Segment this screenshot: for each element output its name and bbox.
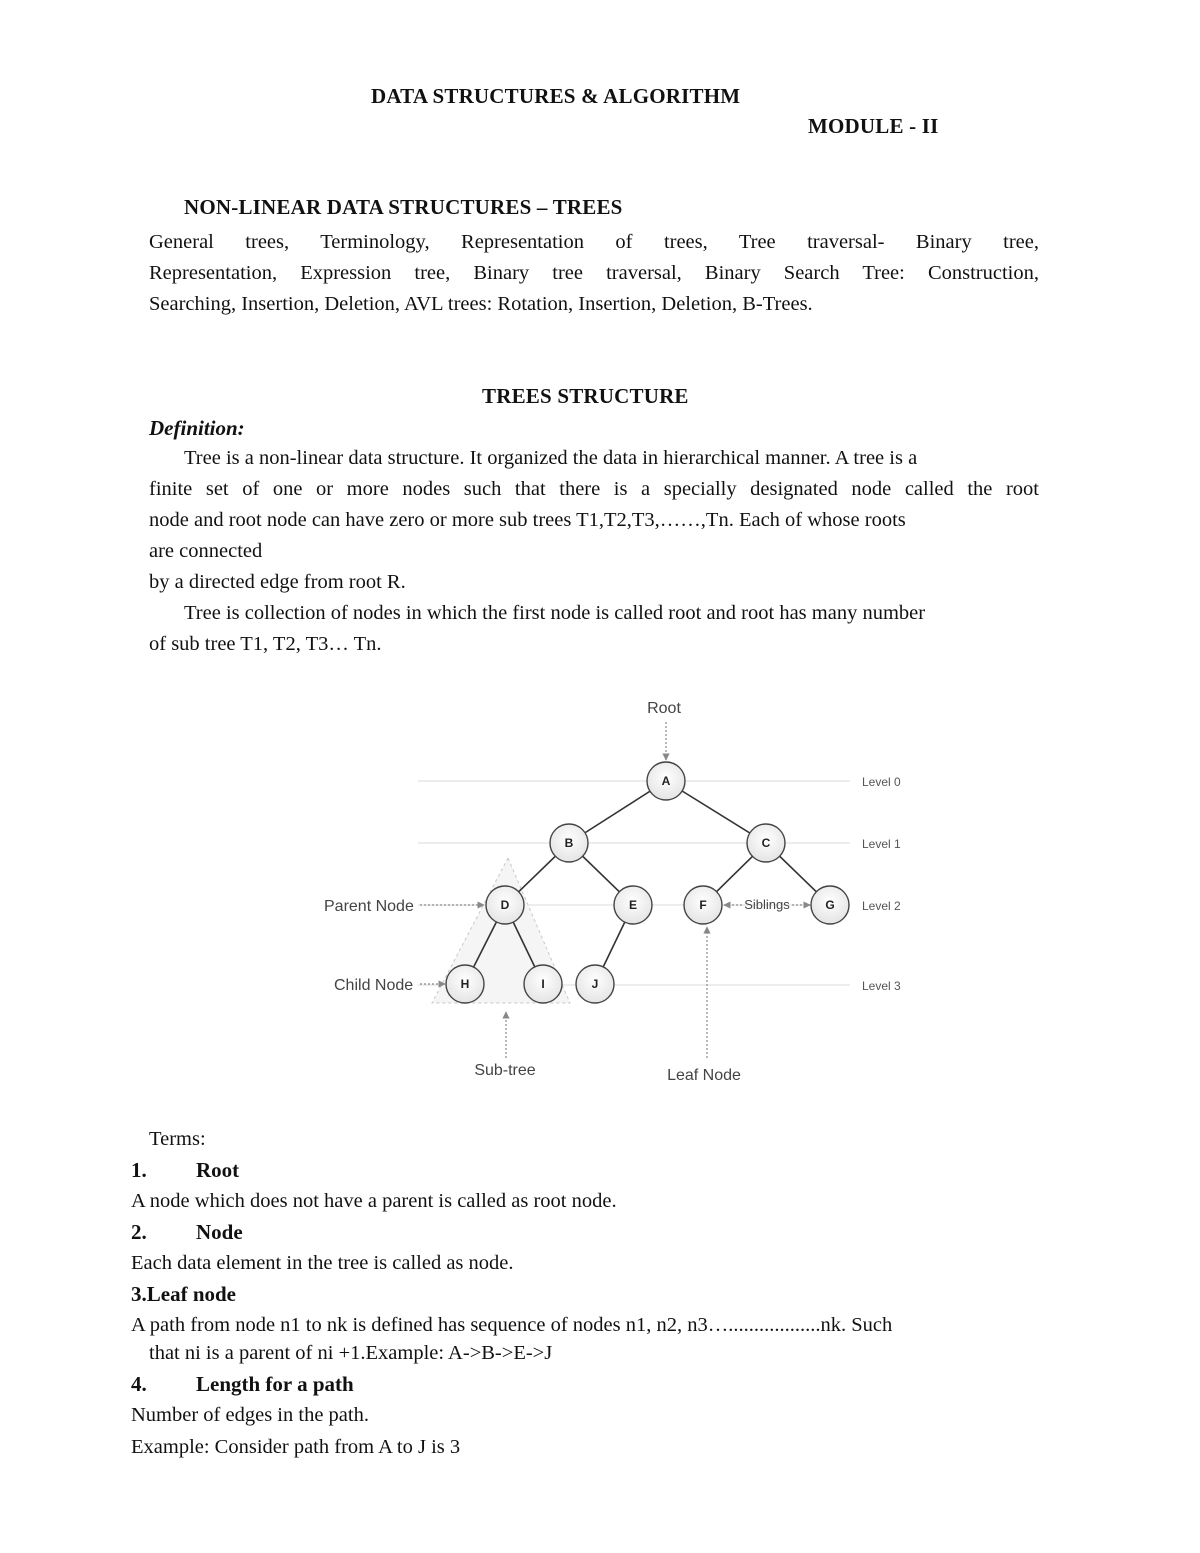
node-j-label: J (591, 977, 599, 991)
node-c-label: C (761, 836, 771, 850)
term-2-number: 2. (131, 1220, 147, 1244)
term-1-title: Root (196, 1158, 240, 1182)
tree-diagram (300, 690, 940, 1100)
unit-heading: NON-LINEAR DATA STRUCTURES – TREES (184, 195, 623, 219)
term-4-desc: Number of edges in the path. (131, 1404, 369, 1426)
subtree-annotation: Sub-tree (474, 1062, 536, 1079)
course-title: DATA STRUCTURES & ALGORITHM (371, 84, 741, 108)
node-g-label: G (825, 898, 835, 912)
para1-line-3: node and root node can have zero or more sub trees T1,T2,T3,……,Tn. Each of whose roots (149, 509, 906, 531)
siblings-annotation: Siblings (744, 897, 790, 912)
terms-intro: Terms: (149, 1128, 206, 1150)
node-i-label: I (541, 977, 545, 991)
term-4-title: Length for a path (196, 1372, 354, 1396)
node-e-label: E (628, 898, 638, 912)
module-label: MODULE - II (808, 114, 939, 138)
term-4-number: 4. (131, 1372, 147, 1396)
syllabus-line-2: Representation, Expression tree, Binary tree traversal, Binary Search Tree: Construction, (149, 262, 1039, 284)
term-3-title: 3.Leaf node (131, 1282, 236, 1306)
syllabus-line-1: General trees, Terminology, Representation of trees, Tree traversal- Binary tree, (149, 231, 1039, 253)
node-a-label: A (661, 774, 671, 788)
parent-node-annotation: Parent Node (324, 898, 414, 915)
term-1-desc: A node which does not have a parent is called as root node. (131, 1190, 617, 1212)
node-d-label: D (500, 898, 510, 912)
para1-line-4: are connected (149, 540, 263, 562)
leaf-node-annotation: Leaf Node (667, 1067, 741, 1084)
level-2-label: Level 2 (862, 899, 901, 913)
para1-line-2: finite set of one or more nodes such that there is a specially designated node called the root (149, 478, 1039, 500)
term-1-number: 1. (131, 1158, 147, 1182)
term-2-title: Node (196, 1220, 243, 1244)
level-3-label: Level 3 (862, 979, 901, 993)
node-h-label: H (460, 977, 470, 991)
term-4-example: Example: Consider path from A to J is 3 (131, 1436, 461, 1458)
para1-line-5: by a directed edge from root R. (149, 571, 406, 593)
level-0-label: Level 0 (862, 775, 901, 789)
term-2-desc: Each data element in the tree is called as node. (131, 1252, 514, 1274)
node-f-label: F (699, 898, 707, 912)
annotation-arrows (420, 722, 810, 1058)
term-3-desc: A path from node n1 to nk is defined has sequence of nodes n1, n2, n3…..................nk. Such (131, 1314, 893, 1336)
node-b-label: B (564, 836, 574, 850)
root-annotation: Root (647, 700, 681, 717)
term-3-desc-cont: that ni is a parent of ni +1.Example: A->B->E->J (149, 1342, 553, 1364)
syllabus-line-3: Searching, Insertion, Deletion, AVL trees: Rotation, Insertion, Deletion, B-Trees. (149, 293, 813, 315)
section-title: TREES STRUCTURE (482, 384, 689, 408)
level-1-label: Level 1 (862, 837, 901, 851)
para2-line-1: Tree is collection of nodes in which the first node is called root and root has many number (184, 602, 926, 624)
definition-label: Definition: (149, 416, 245, 440)
para1-line-1: Tree is a non-linear data structure. It organized the data in hierarchical manner. A tree is a (184, 447, 918, 469)
para2-line-2: of sub tree T1, T2, T3… Tn. (149, 633, 382, 655)
child-node-annotation: Child Node (334, 977, 414, 994)
